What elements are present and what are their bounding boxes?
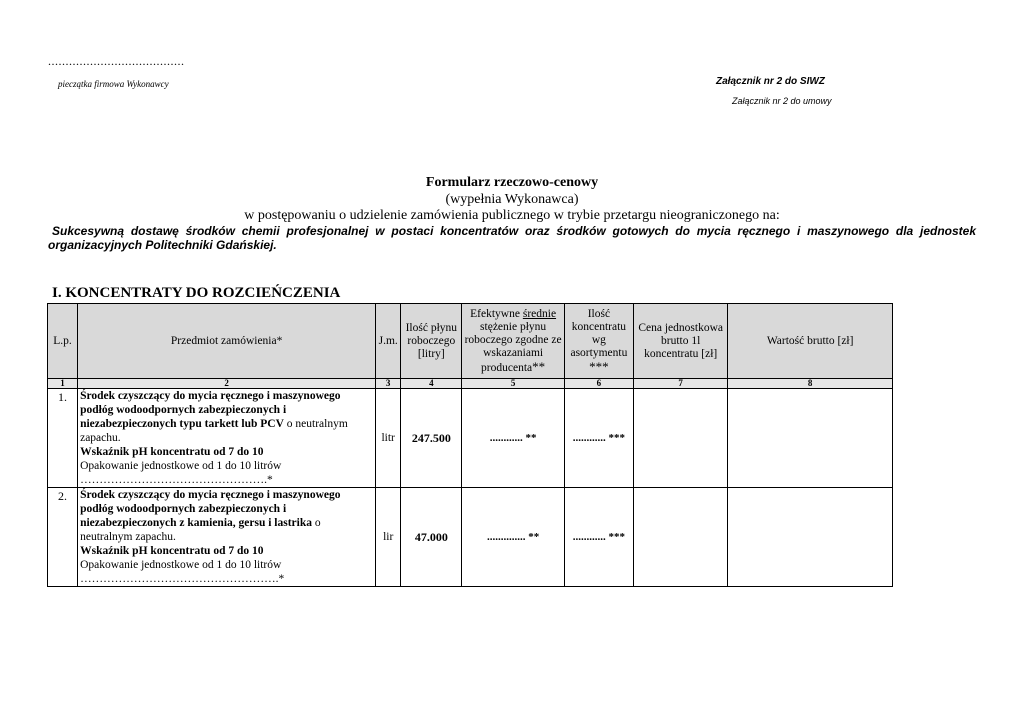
attachment-contract-label: Załącznik nr 2 do umowy bbox=[732, 96, 832, 106]
unit-of-measure: litr bbox=[376, 389, 401, 488]
table-header-row bbox=[48, 304, 893, 379]
header-quantity: Ilość płynu roboczego [litry] bbox=[401, 304, 462, 379]
column-number-row bbox=[48, 379, 893, 389]
item-description: Środek czyszczący do mycia ręcznego i maszynowego podłóg wodoodpornych zabezpieczonych i niezabezpieczonych z kamienia, gersu i lastrika o neutralnym zapachu. Wskaźnik pH koncentratu od 7 do 10 Opakowanie jednostkowe od 1 do 10 litrów …………………………………………….* bbox=[78, 488, 376, 587]
column-number: 4 bbox=[401, 379, 462, 389]
column-number: 3 bbox=[376, 379, 401, 389]
section-title: I. KONCENTRATY DO ROZCIEŃCZENIA bbox=[52, 285, 341, 301]
unit-price-field[interactable] bbox=[634, 389, 728, 488]
unit-of-measure: lir bbox=[376, 488, 401, 587]
concentration-field[interactable]: ............ ** bbox=[462, 389, 564, 488]
stamp-signature-line: ....................................... bbox=[48, 54, 185, 68]
quantity-value: 47.000 bbox=[401, 488, 462, 587]
gross-value-field[interactable] bbox=[728, 488, 893, 587]
column-number: 2 bbox=[78, 379, 376, 389]
form-subtitle: (wypełnia Wykonawca) bbox=[445, 192, 579, 207]
header-jm: J.m. bbox=[376, 304, 401, 379]
column-number: 8 bbox=[728, 379, 893, 389]
header-item: Przedmiot zamówienia* bbox=[78, 304, 376, 379]
item-description: Środek czyszczący do mycia ręcznego i maszynowego podłóg wodoodpornych zabezpieczonych i niezabezpieczonych typu tarkett lub PCV o neutralnym zapachu. Wskaźnik pH koncentratu od 7 do 10 Opakowanie jednostkowe od 1 do 10 litrów ………………………………………….* bbox=[78, 389, 376, 488]
gross-value-field[interactable] bbox=[728, 389, 893, 488]
column-number: 7 bbox=[634, 379, 728, 389]
row-number: 2. bbox=[48, 488, 78, 587]
column-number: 6 bbox=[564, 379, 633, 389]
header-concentration: Efektywne średnie stężenie płynu roboczego zgodne ze wskazaniami producenta** bbox=[462, 304, 564, 379]
company-stamp-label: pieczątka firmowa Wykonawcy bbox=[58, 79, 169, 89]
unit-price-field[interactable] bbox=[634, 488, 728, 587]
quantity-value: 247.500 bbox=[401, 389, 462, 488]
procedure-text: w postępowaniu o udzielenie zamówienia publicznego w trybie przetargu nieograniczonego na: bbox=[244, 208, 780, 223]
concentration-field[interactable]: .............. ** bbox=[462, 488, 564, 587]
row-number: 1. bbox=[48, 389, 78, 488]
form-title: Formularz rzeczowo-cenowy bbox=[425, 175, 599, 190]
concentrate-amount-field[interactable]: ............ *** bbox=[564, 389, 633, 488]
header-unit-price: Cena jednostkowa brutto 1l koncentratu [zł] bbox=[634, 304, 728, 379]
price-form-table bbox=[47, 303, 893, 587]
table-row bbox=[48, 389, 893, 488]
table-row bbox=[48, 488, 893, 587]
header-lp: L.p. bbox=[48, 304, 78, 379]
header-concentrate-amount: Ilość koncentratu wg asortymentu *** bbox=[564, 304, 633, 379]
column-number: 5 bbox=[462, 379, 564, 389]
attachment-siwz-label: Załącznik nr 2 do SIWZ bbox=[716, 76, 825, 87]
contract-subject: Sukcesywną dostawę środków chemii profesjonalnej w postaci koncentratów oraz środków gotowych do mycia ręcznego i maszynowego dla jednostek organizacyjnych Politechniki Gdańskiej. bbox=[48, 224, 976, 252]
concentrate-amount-field[interactable]: ............ *** bbox=[564, 488, 633, 587]
header-gross-value: Wartość brutto [zł] bbox=[728, 304, 893, 379]
column-number: 1 bbox=[48, 379, 78, 389]
